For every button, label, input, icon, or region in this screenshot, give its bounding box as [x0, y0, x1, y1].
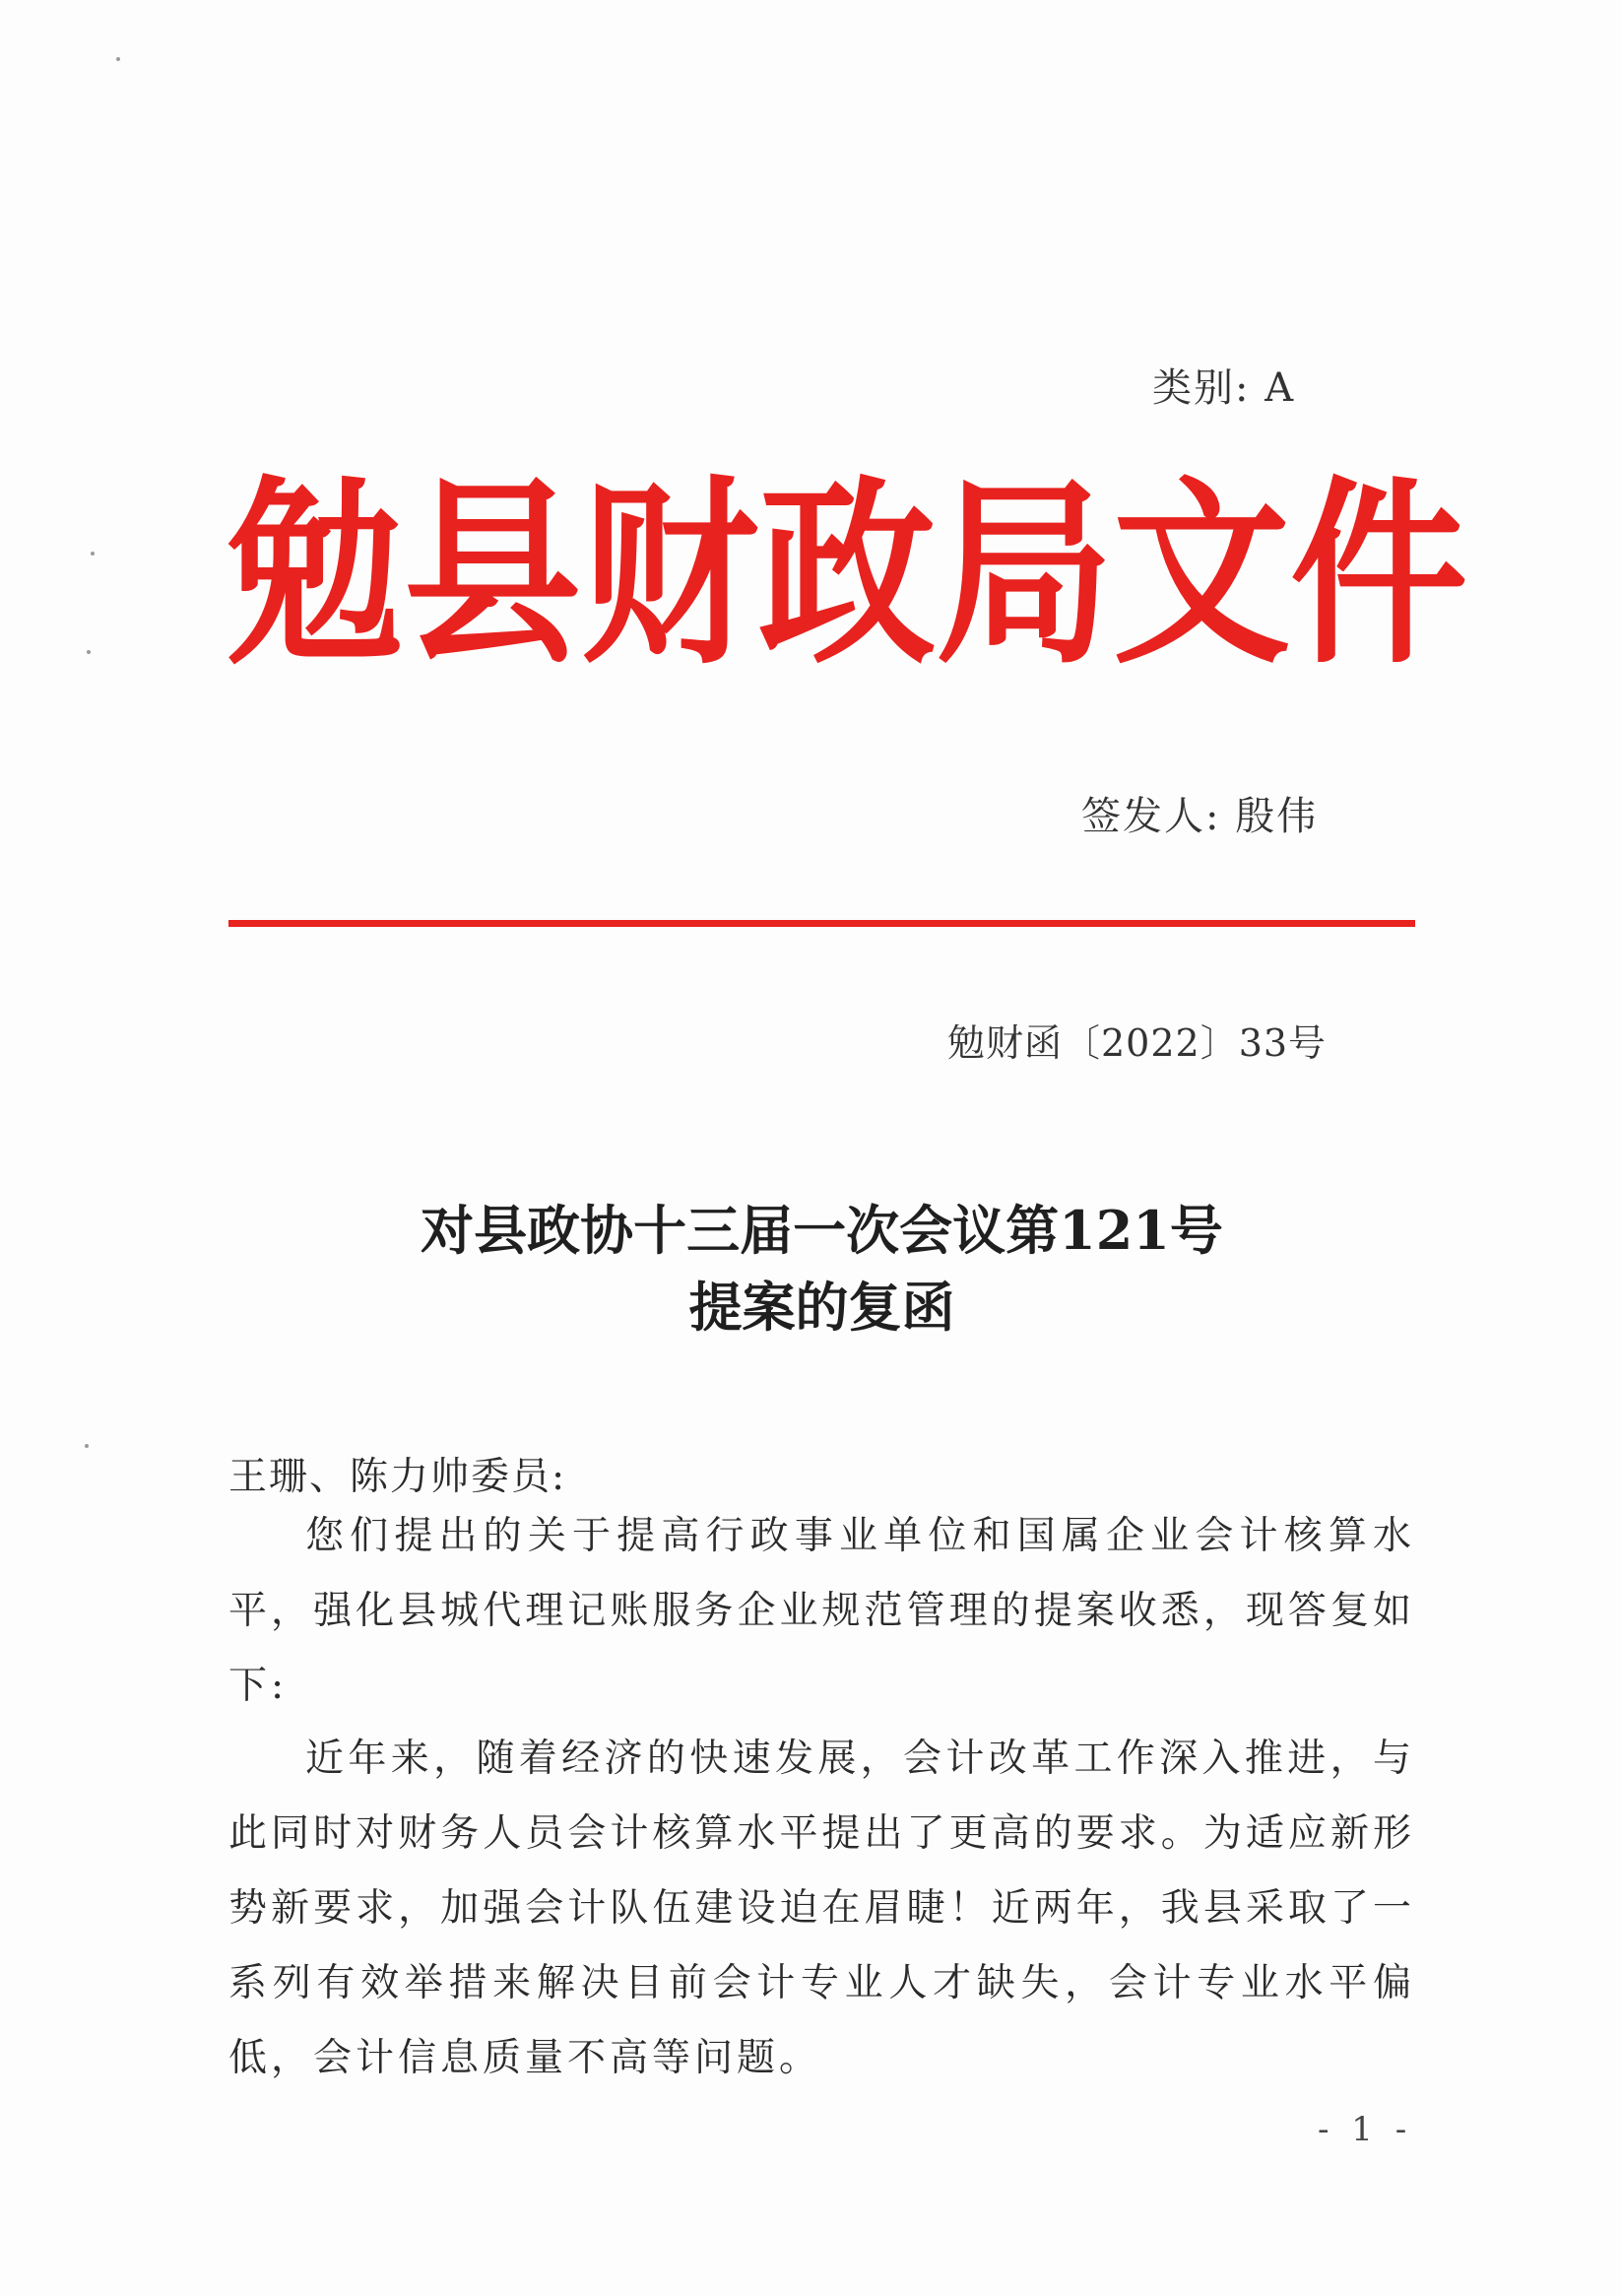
scan-speck	[87, 650, 91, 654]
scan-speck	[116, 57, 120, 61]
banner-char: 勉	[227, 460, 405, 691]
salutation: 王珊、陈力帅委员:	[228, 1455, 567, 1499]
issuer-line: 签发人: 殷伟	[1081, 794, 1319, 839]
body-paragraph: 您们提出的关于提高行政事业单位和国属企业会计核算水平，强化县城代理记账服务企业规范管理的提案收悉，现答复如下:	[228, 1514, 1415, 1708]
document-category: 类别: A	[1152, 365, 1296, 411]
title-line-2: 提案的复函	[688, 1276, 955, 1339]
document-title	[228, 1192, 1415, 1345]
red-separator-rule	[228, 920, 1415, 927]
banner-char: 文	[1113, 460, 1291, 691]
scan-speck	[91, 552, 95, 556]
banner-char: 财	[581, 460, 759, 691]
banner-char: 局	[936, 460, 1114, 691]
title-line-1: 对县政协十三届一次会议第121号	[421, 1199, 1223, 1262]
page-number: - 1 -	[1318, 2110, 1413, 2149]
document-number: 勉财函〔2022〕33号	[947, 1021, 1328, 1065]
banner-char: 政	[758, 460, 937, 691]
scan-speck	[85, 1444, 89, 1448]
body-paragraph: 近年来，随着经济的快速发展，会计改革工作深入推进，与此同时对财务人员会计核算水平提出了更高的要求。为适应新形势新要求，加强会计队伍建设迫在眉睫！近两年，我县采取了一系列有效举措来解决目前会计专业人才缺失，会计专业水平偏低，会计信息质量不高等问题。	[228, 1737, 1415, 2080]
banner-char: 县	[404, 460, 582, 691]
banner-char: 件	[1290, 460, 1468, 691]
issuing-authority-banner	[227, 449, 1468, 703]
